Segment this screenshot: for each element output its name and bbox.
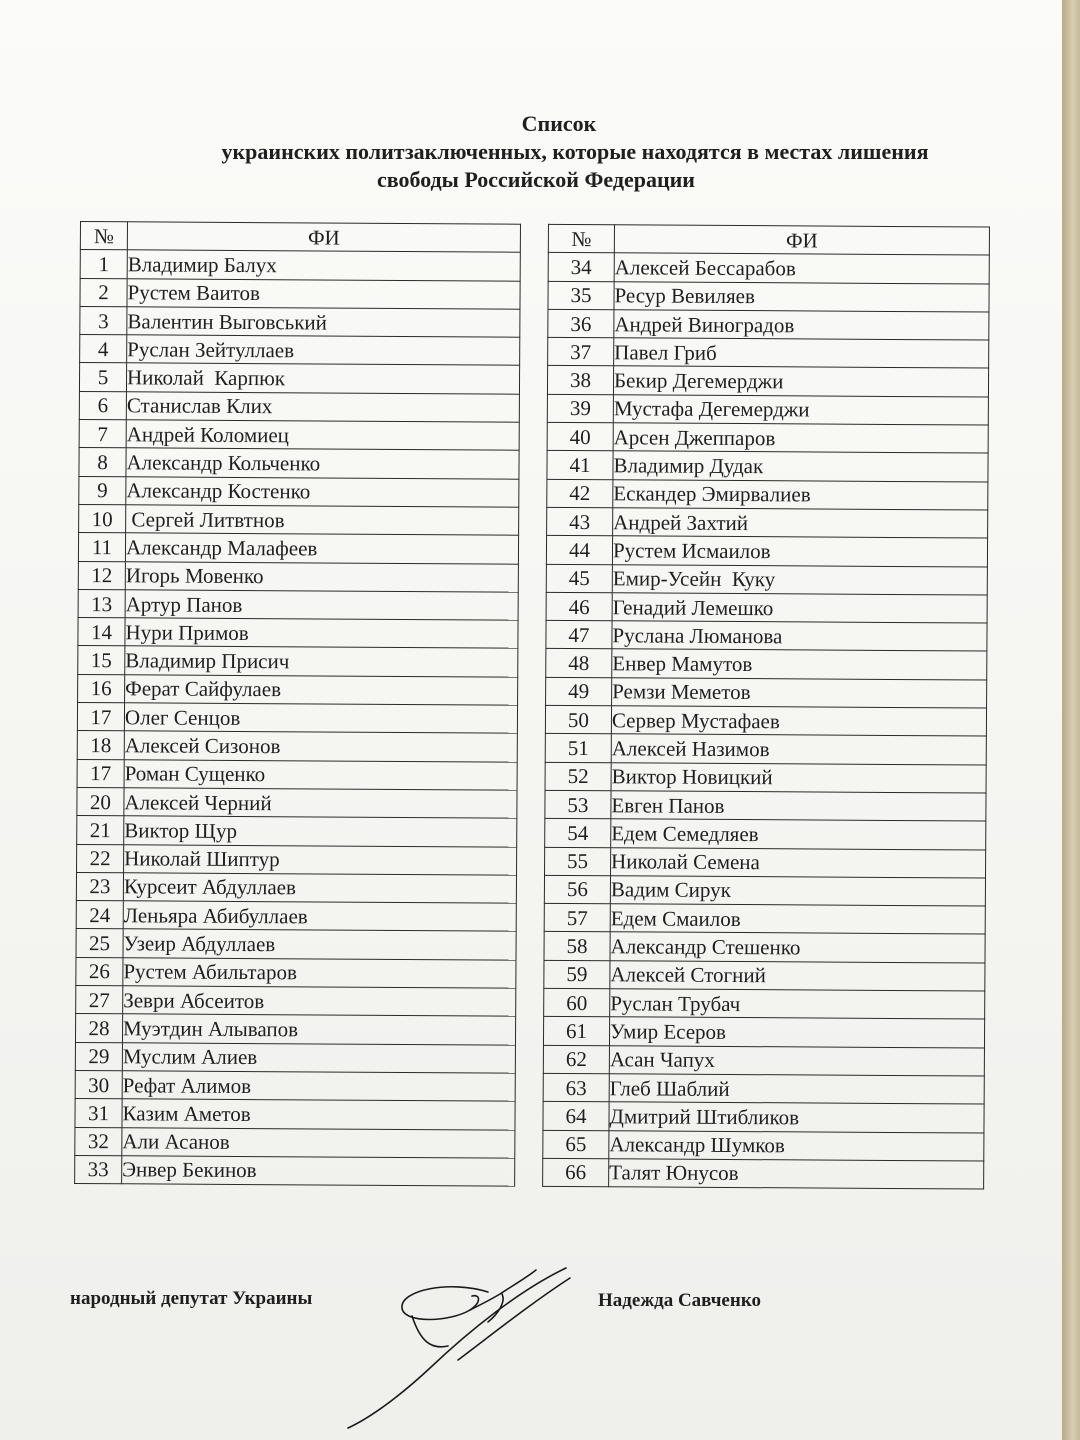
prisoner-name: Руслан Трубач xyxy=(610,989,985,1020)
prisoner-name: Владимир Дудак xyxy=(613,451,988,482)
row-number: 29 xyxy=(75,1042,122,1071)
prisoner-name: Владимир Присич xyxy=(125,646,518,677)
prisoner-name: Станислав Клих xyxy=(126,392,519,423)
prisoner-name: Николай Шиптур xyxy=(124,844,517,875)
prisoner-name: Руслана Люманова xyxy=(612,621,987,652)
table-row xyxy=(546,621,987,652)
prisoner-name: Курсеит Абдуллаев xyxy=(123,873,516,904)
prisoner-name: Зеври Абсеитов xyxy=(123,986,516,1017)
column-header-number: № xyxy=(548,224,614,253)
row-number: 61 xyxy=(543,1017,609,1046)
prisoner-name: Игорь Мовенко xyxy=(125,561,518,592)
row-number: 57 xyxy=(544,903,610,932)
table-row xyxy=(547,479,988,510)
row-number: 6 xyxy=(79,391,126,420)
prisoner-name: Андрей Захтий xyxy=(613,508,988,539)
prisoner-list xyxy=(80,221,990,1186)
row-number: 16 xyxy=(78,674,125,703)
row-number: 65 xyxy=(543,1130,609,1159)
row-number: 38 xyxy=(547,366,613,395)
table-row xyxy=(78,561,518,592)
table-row xyxy=(547,422,988,453)
row-number: 12 xyxy=(78,561,125,590)
table-row xyxy=(78,674,518,705)
row-number: 40 xyxy=(547,422,613,451)
table-row xyxy=(543,1017,984,1048)
page-edge xyxy=(1062,0,1080,1440)
prisoner-name: Ескандер Эмирвалиев xyxy=(613,479,988,510)
table-row xyxy=(546,592,987,623)
table-row xyxy=(79,476,519,507)
row-number: 14 xyxy=(78,618,125,647)
row-number: 20 xyxy=(77,787,124,816)
row-number: 50 xyxy=(545,705,611,734)
table-row xyxy=(545,819,986,850)
row-number: 34 xyxy=(548,253,614,282)
table-row xyxy=(548,338,989,369)
prisoner-name: Дмитрий Штибликов xyxy=(609,1102,984,1133)
table-row xyxy=(76,872,516,903)
table-row xyxy=(77,731,517,762)
prisoner-name: Алексей Назимов xyxy=(611,734,986,765)
prisoner-name: Ресур Вевиляев xyxy=(614,281,989,312)
prisoner-name: Александр Костенко xyxy=(126,476,519,507)
table-row xyxy=(547,366,988,397)
row-number: 3 xyxy=(80,306,127,335)
row-number: 47 xyxy=(546,621,612,650)
table-row xyxy=(78,646,518,677)
prisoner-name: Едем Смаилов xyxy=(610,904,985,935)
table-row xyxy=(545,847,986,878)
table-row xyxy=(548,281,989,312)
prisoner-name: Павел Гриб xyxy=(614,338,989,369)
prisoner-name: Николай Карпюк xyxy=(126,363,519,394)
table-row xyxy=(544,903,985,934)
document-subtitle-line2: свободы Российской Федерации xyxy=(376,167,695,192)
prisoner-name: Алексей Сизонов xyxy=(124,731,517,762)
table-row xyxy=(75,1127,515,1158)
table-row xyxy=(548,253,989,284)
row-number: 21 xyxy=(77,816,124,845)
prisoner-name: Муслим Алиев xyxy=(122,1042,515,1073)
row-number: 25 xyxy=(76,929,123,958)
row-number: 36 xyxy=(548,309,614,338)
table-row xyxy=(76,901,516,932)
table-row xyxy=(76,986,516,1017)
prisoner-name: Алексей Стогний xyxy=(610,960,985,991)
table-row xyxy=(545,734,986,765)
row-number: 26 xyxy=(76,957,123,986)
document-title: Список xyxy=(521,111,597,136)
prisoner-name: Муэтдин Алывапов xyxy=(122,1014,515,1045)
prisoner-name: Александр Малафеев xyxy=(125,533,518,564)
table-row xyxy=(80,306,520,337)
table-row xyxy=(75,1155,515,1186)
row-number: 4 xyxy=(80,335,127,364)
table-row xyxy=(545,705,986,736)
handwritten-signature xyxy=(330,1250,590,1430)
row-number: 58 xyxy=(544,932,610,961)
prisoner-name: Александр Кольченко xyxy=(126,448,519,479)
table-row xyxy=(77,844,517,875)
table-row xyxy=(543,1073,984,1104)
prisoner-name: Виктор Щур xyxy=(124,816,517,847)
row-number: 22 xyxy=(77,844,124,873)
row-number: 23 xyxy=(76,872,123,901)
prisoner-name: Вадим Сирук xyxy=(610,876,985,907)
prisoner-name: Николай Семена xyxy=(611,847,986,878)
table-row xyxy=(79,504,519,535)
prisoner-name: Арсен Джеппаров xyxy=(613,423,988,454)
row-number: 54 xyxy=(545,819,611,848)
prisoner-name: Артур Панов xyxy=(125,590,518,621)
column-header-number: № xyxy=(80,222,127,251)
table-row xyxy=(544,875,985,906)
prisoner-name: Емир-Усейн Куку xyxy=(612,564,987,595)
row-number: 7 xyxy=(79,420,126,449)
prisoner-table-right xyxy=(542,224,990,1190)
table-header-row xyxy=(80,222,520,253)
table-row xyxy=(77,816,517,847)
row-number: 5 xyxy=(79,363,126,392)
table-row xyxy=(75,1042,515,1073)
table-row xyxy=(78,618,518,649)
table-header-row xyxy=(548,224,989,255)
document-subtitle-line1: украинских политзаключенных, которые находятся в местах лишения xyxy=(221,139,929,164)
prisoner-name: Андрей Виноградов xyxy=(614,310,989,341)
row-number: 46 xyxy=(546,592,612,621)
prisoner-name: Сергей Литвтнов xyxy=(126,505,519,536)
prisoner-name: Нури Примов xyxy=(125,618,518,649)
prisoner-name: Мустафа Дегемерджи xyxy=(613,395,988,426)
row-number: 33 xyxy=(75,1155,122,1184)
prisoner-name: Асан Чапух xyxy=(609,1045,984,1076)
row-number: 49 xyxy=(546,677,612,706)
prisoner-name: Генадий Лемешко xyxy=(612,593,987,624)
prisoner-name: Владимир Балух xyxy=(127,250,520,281)
row-number: 30 xyxy=(75,1070,122,1099)
row-number: 43 xyxy=(547,507,613,536)
prisoner-name: Виктор Новицкий xyxy=(611,762,986,793)
table-row xyxy=(78,533,518,564)
prisoner-name: Александр Шумков xyxy=(609,1130,984,1161)
row-number: 13 xyxy=(78,589,125,618)
prisoner-name: Умир Есеров xyxy=(609,1017,984,1048)
table-row xyxy=(75,1099,515,1130)
row-number: 8 xyxy=(79,448,126,477)
prisoner-name: Валентин Выговський xyxy=(127,307,520,338)
row-number: 10 xyxy=(79,504,126,533)
prisoner-name: Енвер Мамутов xyxy=(612,649,987,680)
prisoner-name: Сервер Мустафаев xyxy=(611,706,986,737)
table-row xyxy=(547,394,988,425)
table-row xyxy=(543,1130,984,1161)
table-row xyxy=(547,507,988,538)
table-row xyxy=(546,564,987,595)
prisoner-name: Ремзи Меметов xyxy=(612,678,987,709)
document-header xyxy=(0,110,1062,194)
prisoner-name: Роман Сущенко xyxy=(124,759,517,790)
prisoner-table-right-body xyxy=(543,253,990,1189)
row-number: 31 xyxy=(75,1099,122,1128)
table-row xyxy=(544,932,985,963)
table-row xyxy=(544,960,985,991)
table-row xyxy=(545,762,986,793)
column-header-name: ФИ xyxy=(614,225,989,256)
prisoner-name: Рустем Исмаилов xyxy=(612,536,987,567)
row-number: 1 xyxy=(80,250,127,279)
row-number: 59 xyxy=(544,960,610,989)
row-number: 53 xyxy=(545,790,611,819)
row-number: 44 xyxy=(546,536,612,565)
prisoner-name: Ферат Сайфулаев xyxy=(125,675,518,706)
row-number: 39 xyxy=(547,394,613,423)
prisoner-name: Алексей Бессарабов xyxy=(614,253,989,284)
prisoner-name: Рефат Алимов xyxy=(122,1071,515,1102)
table-row xyxy=(76,957,516,988)
prisoner-name: Леньяра Абибуллаев xyxy=(123,901,516,932)
signer-position: народный депутат Украины xyxy=(70,1288,313,1309)
row-number: 35 xyxy=(548,281,614,310)
prisoner-name: Руслан Зейтуллаев xyxy=(127,335,520,366)
row-number: 55 xyxy=(545,847,611,876)
table-row xyxy=(77,703,517,734)
prisoner-name: Казим Аметов xyxy=(122,1099,515,1130)
row-number: 45 xyxy=(546,564,612,593)
row-number: 11 xyxy=(78,533,125,562)
row-number: 32 xyxy=(75,1127,122,1156)
table-row xyxy=(75,1070,515,1101)
row-number: 63 xyxy=(543,1073,609,1102)
prisoner-name: Едем Семедляев xyxy=(611,819,986,850)
prisoner-table-left-body xyxy=(75,250,521,1186)
row-number: 56 xyxy=(544,875,610,904)
prisoner-name: Рустем Абильтаров xyxy=(123,957,516,988)
row-number: 52 xyxy=(545,762,611,791)
table-row xyxy=(79,420,519,451)
table-row xyxy=(76,929,516,960)
row-number: 17 xyxy=(77,703,124,732)
prisoner-table-left xyxy=(74,221,521,1187)
row-number: 17 xyxy=(77,759,124,788)
table-row xyxy=(80,250,520,281)
prisoner-name: Глеб Шаблий xyxy=(609,1074,984,1105)
row-number: 64 xyxy=(543,1102,609,1131)
prisoner-name: Али Асанов xyxy=(122,1127,515,1158)
table-row xyxy=(75,1014,515,1045)
row-number: 18 xyxy=(77,731,124,760)
table-row xyxy=(547,451,988,482)
table-row xyxy=(80,335,520,366)
row-number: 37 xyxy=(548,338,614,367)
row-number: 41 xyxy=(547,451,613,480)
prisoner-name: Талят Юнусов xyxy=(609,1159,984,1190)
table-row xyxy=(545,790,986,821)
row-number: 28 xyxy=(75,1014,122,1043)
prisoner-name: Андрей Коломиец xyxy=(126,420,519,451)
column-header-name: ФИ xyxy=(127,222,520,253)
table-row xyxy=(79,363,519,394)
prisoner-name: Алексей Черний xyxy=(124,788,517,819)
prisoner-name: Евген Панов xyxy=(611,791,986,822)
row-number: 62 xyxy=(543,1045,609,1074)
row-number: 48 xyxy=(546,649,612,678)
table-row xyxy=(80,278,520,309)
row-number: 2 xyxy=(80,278,127,307)
table-row xyxy=(543,1102,984,1133)
row-number: 42 xyxy=(547,479,613,508)
prisoner-name: Узеир Абдуллаев xyxy=(123,929,516,960)
row-number: 51 xyxy=(545,734,611,763)
row-number: 66 xyxy=(543,1158,609,1187)
row-number: 15 xyxy=(78,646,125,675)
table-row xyxy=(546,649,987,680)
table-row xyxy=(77,787,517,818)
table-row xyxy=(79,448,519,479)
table-row xyxy=(543,1045,984,1076)
table-row xyxy=(546,677,987,708)
row-number: 24 xyxy=(76,901,123,930)
table-row xyxy=(544,988,985,1019)
prisoner-name: Рустем Ваитов xyxy=(127,278,520,309)
table-row xyxy=(78,589,518,620)
prisoner-name: Олег Сенцов xyxy=(124,703,517,734)
table-row xyxy=(77,759,517,790)
row-number: 60 xyxy=(544,988,610,1017)
row-number: 9 xyxy=(79,476,126,505)
prisoner-name: Александр Стешенко xyxy=(610,932,985,963)
table-row xyxy=(548,309,989,340)
table-row xyxy=(543,1158,984,1189)
row-number: 27 xyxy=(76,986,123,1015)
table-row xyxy=(79,391,519,422)
table-row xyxy=(546,536,987,567)
prisoner-name: Энвер Бекинов xyxy=(122,1156,515,1187)
signer-name: Надежда Савченко xyxy=(598,1290,762,1311)
prisoner-name: Бекир Дегемерджи xyxy=(613,366,988,397)
